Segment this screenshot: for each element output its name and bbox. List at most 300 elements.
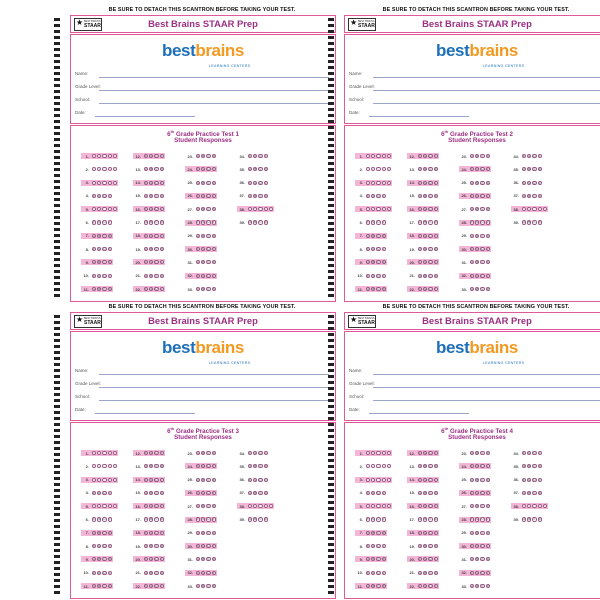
answer-bubble[interactable]: H [481,274,484,278]
answer-bubble[interactable]: F [197,274,199,278]
answer-bubble[interactable]: C [429,221,432,225]
answer-bubble[interactable]: C [481,584,484,588]
answer-bubble[interactable]: J [265,154,267,158]
answer-bubble[interactable]: H [429,181,432,185]
answer-bubble[interactable] [387,167,391,171]
answer-bubble[interactable]: D [212,505,215,509]
answer-bubble[interactable]: B [372,287,375,291]
answer-bubble[interactable] [387,478,391,482]
answer-bubble[interactable] [376,478,380,482]
answer-bubble[interactable]: D [434,571,437,575]
answer-bubble[interactable]: J [161,584,163,588]
answer-bubble[interactable]: A [249,518,251,522]
answer-bubble[interactable] [371,167,375,171]
answer-bubble[interactable]: C [429,571,432,575]
answer-bubble[interactable]: C [155,571,158,575]
answer-bubble[interactable]: J [213,465,215,469]
answer-bubble[interactable] [382,181,386,185]
answer-bubble[interactable]: H [481,168,484,172]
answer-bubble[interactable]: D [486,451,489,455]
answer-bubble[interactable]: B [150,518,153,522]
answer-bubble[interactable]: A [249,168,251,172]
field-line[interactable] [99,77,329,78]
answer-bubble[interactable]: H [429,287,432,291]
answer-bubble[interactable] [543,207,547,211]
answer-bubble[interactable]: F [145,154,147,158]
answer-bubble[interactable]: G [528,181,531,185]
answer-bubble[interactable]: G [476,221,479,225]
answer-bubble[interactable] [113,207,117,211]
answer-bubble[interactable]: H [377,248,380,251]
answer-bubble[interactable]: J [435,531,437,535]
answer-bubble[interactable]: H [207,194,210,198]
answer-bubble[interactable]: F [471,221,473,225]
answer-bubble[interactable]: D [212,181,215,185]
answer-bubble[interactable]: B [202,505,205,509]
answer-bubble[interactable]: J [161,558,163,562]
answer-bubble[interactable]: C [533,221,536,225]
answer-bubble[interactable]: G [202,518,205,522]
answer-bubble[interactable]: A [419,274,421,278]
answer-bubble[interactable]: D [486,261,489,265]
answer-bubble[interactable]: B [372,531,375,535]
answer-bubble[interactable]: B [254,221,257,225]
answer-bubble[interactable]: J [161,234,163,238]
answer-bubble[interactable] [522,207,526,211]
answer-bubble[interactable]: G [202,221,205,225]
answer-bubble[interactable] [269,504,273,508]
answer-bubble[interactable]: A [523,168,525,172]
answer-bubble[interactable]: H [481,221,484,225]
answer-bubble[interactable]: A [471,584,473,588]
answer-bubble[interactable]: A [197,558,199,562]
answer-bubble[interactable]: C [207,558,210,562]
answer-bubble[interactable]: G [372,248,375,251]
answer-bubble[interactable] [108,167,112,171]
answer-bubble[interactable]: D [486,154,489,158]
field-line[interactable] [95,116,195,117]
answer-bubble[interactable]: J [109,491,111,495]
answer-bubble[interactable]: G [150,505,153,509]
answer-bubble[interactable] [102,504,106,508]
answer-bubble[interactable]: H [429,208,432,212]
answer-bubble[interactable]: J [109,194,111,198]
answer-bubble[interactable]: G [150,584,153,588]
answer-bubble[interactable] [387,207,391,211]
answer-bubble[interactable] [113,451,117,455]
answer-bubble[interactable] [92,478,96,482]
answer-bubble[interactable] [108,181,112,185]
answer-bubble[interactable]: H [207,168,210,172]
answer-bubble[interactable]: G [424,287,427,291]
answer-bubble[interactable]: G [372,194,375,198]
answer-bubble[interactable]: A [419,168,421,172]
answer-bubble[interactable]: B [424,168,427,172]
answer-bubble[interactable] [366,207,370,211]
answer-bubble[interactable]: F [93,571,95,575]
answer-bubble[interactable] [102,451,106,455]
answer-bubble[interactable]: C [481,287,484,291]
field-line[interactable] [373,90,600,91]
answer-bubble[interactable]: A [145,194,147,198]
field-line[interactable] [99,400,329,401]
answer-bubble[interactable]: F [93,518,95,522]
answer-bubble[interactable]: J [383,571,385,575]
answer-bubble[interactable]: F [419,208,421,212]
answer-bubble[interactable] [113,504,117,508]
answer-bubble[interactable]: J [487,465,489,469]
answer-bubble[interactable]: B [254,194,257,198]
answer-bubble[interactable]: B [202,451,205,455]
answer-bubble[interactable]: C [481,234,484,238]
answer-bubble[interactable]: B [476,451,479,455]
answer-bubble[interactable]: F [145,261,147,265]
answer-bubble[interactable]: C [207,234,210,238]
answer-bubble[interactable]: G [476,491,479,495]
answer-bubble[interactable]: A [249,221,251,225]
answer-bubble[interactable]: J [161,451,163,455]
answer-bubble[interactable]: A [419,194,421,198]
answer-bubble[interactable]: D [108,287,111,291]
answer-bubble[interactable]: C [259,491,262,495]
answer-bubble[interactable]: J [435,208,437,212]
answer-bubble[interactable]: C [259,168,262,172]
answer-bubble[interactable]: J [213,491,215,495]
answer-bubble[interactable] [382,451,386,455]
answer-bubble[interactable]: H [481,491,484,495]
answer-bubble[interactable]: D [160,248,163,251]
answer-bubble[interactable] [92,181,96,185]
answer-bubble[interactable]: F [367,248,369,251]
answer-bubble[interactable]: C [429,465,432,469]
answer-bubble[interactable]: C [207,287,210,291]
answer-bubble[interactable]: A [471,558,473,562]
field-line[interactable] [373,374,600,375]
answer-bubble[interactable]: B [150,221,153,225]
answer-bubble[interactable]: G [424,451,427,455]
answer-bubble[interactable]: G [98,248,101,251]
field-line[interactable] [99,374,329,375]
answer-bubble[interactable] [366,167,370,171]
field-line[interactable] [95,413,195,414]
answer-bubble[interactable]: C [377,234,380,238]
answer-bubble[interactable]: C [207,181,210,185]
answer-bubble[interactable]: C [259,194,262,198]
answer-bubble[interactable]: G [372,545,375,548]
answer-bubble[interactable]: F [523,181,525,185]
answer-bubble[interactable]: J [383,221,385,225]
answer-bubble[interactable]: H [259,154,262,158]
answer-bubble[interactable]: C [377,558,380,562]
answer-bubble[interactable]: D [538,518,541,522]
answer-bubble[interactable]: F [145,584,147,588]
answer-bubble[interactable]: C [207,505,210,509]
answer-bubble[interactable]: H [377,518,380,522]
answer-bubble[interactable]: B [254,168,257,172]
answer-bubble[interactable]: F [523,478,525,482]
answer-bubble[interactable]: C [207,478,210,482]
answer-bubble[interactable] [253,504,257,508]
answer-bubble[interactable]: B [254,491,257,495]
answer-bubble[interactable]: F [145,234,147,238]
answer-bubble[interactable]: J [213,571,215,575]
answer-bubble[interactable]: A [197,584,199,588]
answer-bubble[interactable]: J [383,491,385,495]
answer-bubble[interactable]: G [150,531,153,535]
answer-bubble[interactable]: F [523,154,525,158]
answer-bubble[interactable] [258,207,262,211]
answer-bubble[interactable]: D [160,545,163,548]
answer-bubble[interactable]: H [377,194,380,198]
answer-bubble[interactable] [97,504,101,508]
answer-bubble[interactable]: B [202,478,205,482]
answer-bubble[interactable]: A [93,531,95,535]
answer-bubble[interactable]: D [212,558,215,562]
answer-bubble[interactable]: A [93,287,95,291]
answer-bubble[interactable]: G [150,154,153,158]
answer-bubble[interactable]: C [533,168,536,172]
answer-bubble[interactable]: H [207,248,210,251]
answer-bubble[interactable]: G [202,571,205,575]
answer-bubble[interactable]: D [108,584,111,588]
answer-bubble[interactable]: B [202,287,205,291]
answer-bubble[interactable]: G [150,234,153,238]
answer-bubble[interactable]: F [471,571,473,575]
answer-bubble[interactable]: G [202,274,205,278]
answer-bubble[interactable]: J [213,274,215,278]
answer-bubble[interactable]: C [103,584,106,588]
answer-bubble[interactable] [113,478,117,482]
answer-bubble[interactable]: H [155,181,158,185]
answer-bubble[interactable]: H [377,221,380,225]
answer-bubble[interactable]: F [419,478,421,482]
answer-bubble[interactable]: F [249,451,251,455]
answer-bubble[interactable]: B [476,478,479,482]
answer-bubble[interactable]: J [213,194,215,198]
answer-bubble[interactable]: C [377,584,380,588]
answer-bubble[interactable]: J [265,451,267,455]
answer-bubble[interactable]: G [424,154,427,158]
field-line[interactable] [373,387,600,388]
answer-bubble[interactable]: D [434,194,437,198]
answer-bubble[interactable]: A [367,584,369,588]
answer-bubble[interactable]: D [382,261,385,265]
answer-bubble[interactable]: C [103,261,106,265]
answer-bubble[interactable]: F [197,168,199,172]
answer-bubble[interactable]: J [539,181,541,185]
answer-bubble[interactable]: B [372,261,375,265]
answer-bubble[interactable]: H [429,558,432,562]
answer-bubble[interactable] [371,504,375,508]
answer-bubble[interactable]: A [93,234,95,238]
answer-bubble[interactable]: F [419,154,421,158]
answer-bubble[interactable]: B [202,181,205,185]
answer-bubble[interactable]: B [150,248,153,251]
answer-bubble[interactable]: H [481,518,484,522]
answer-bubble[interactable]: A [523,194,525,198]
answer-bubble[interactable]: H [533,181,536,185]
answer-bubble[interactable]: H [155,234,158,238]
answer-bubble[interactable] [97,451,101,455]
answer-bubble[interactable]: J [383,194,385,198]
answer-bubble[interactable]: F [249,154,251,158]
answer-bubble[interactable]: G [424,208,427,212]
answer-bubble[interactable]: J [213,221,215,225]
answer-bubble[interactable]: F [367,491,369,495]
answer-bubble[interactable]: J [265,181,267,185]
answer-bubble[interactable]: B [98,287,101,291]
answer-bubble[interactable]: B [150,491,153,495]
answer-bubble[interactable] [97,167,101,171]
answer-bubble[interactable] [371,451,375,455]
answer-bubble[interactable]: H [103,221,106,225]
answer-bubble[interactable]: B [202,584,205,588]
answer-bubble[interactable]: D [160,221,163,225]
answer-bubble[interactable]: A [249,194,251,198]
answer-bubble[interactable]: J [435,261,437,265]
answer-bubble[interactable] [382,464,386,468]
answer-bubble[interactable]: D [160,168,163,172]
answer-bubble[interactable] [382,154,386,158]
answer-bubble[interactable]: B [476,261,479,265]
answer-bubble[interactable]: J [213,518,215,522]
answer-bubble[interactable]: A [523,491,525,495]
field-line[interactable] [99,103,329,104]
field-line[interactable] [99,387,329,388]
answer-bubble[interactable]: J [435,451,437,455]
answer-bubble[interactable]: D [382,584,385,588]
answer-bubble[interactable]: C [155,168,158,172]
answer-bubble[interactable]: G [372,221,375,225]
answer-bubble[interactable]: G [98,274,101,278]
answer-bubble[interactable]: B [424,571,427,575]
answer-bubble[interactable] [382,504,386,508]
answer-bubble[interactable]: H [103,518,106,522]
answer-bubble[interactable]: H [377,545,380,548]
field-line[interactable] [99,90,329,91]
answer-bubble[interactable]: D [108,261,111,265]
answer-bubble[interactable] [92,167,96,171]
answer-bubble[interactable]: H [481,545,484,548]
answer-bubble[interactable]: F [367,518,369,522]
answer-bubble[interactable]: B [372,234,375,238]
answer-bubble[interactable]: A [197,261,199,265]
answer-bubble[interactable]: J [487,248,489,251]
answer-bubble[interactable]: C [481,451,484,455]
answer-bubble[interactable]: B [150,274,153,278]
answer-bubble[interactable]: F [471,518,473,522]
answer-bubble[interactable]: H [155,154,158,158]
answer-bubble[interactable]: C [207,261,210,265]
answer-bubble[interactable]: A [471,154,473,158]
answer-bubble[interactable]: D [538,221,541,225]
answer-bubble[interactable]: F [523,451,525,455]
answer-bubble[interactable]: A [145,491,147,495]
answer-bubble[interactable]: A [93,261,95,265]
answer-bubble[interactable]: B [476,181,479,185]
answer-bubble[interactable] [248,207,252,211]
answer-bubble[interactable]: A [367,531,369,535]
answer-bubble[interactable]: A [367,261,369,265]
answer-bubble[interactable]: C [429,518,432,522]
answer-bubble[interactable]: J [539,478,541,482]
answer-bubble[interactable]: H [155,208,158,212]
answer-bubble[interactable] [543,504,547,508]
answer-bubble[interactable]: B [202,261,205,265]
answer-bubble[interactable]: B [476,584,479,588]
answer-bubble[interactable]: H [103,248,106,251]
answer-bubble[interactable]: F [249,181,251,185]
answer-bubble[interactable]: G [150,261,153,265]
answer-bubble[interactable]: H [429,261,432,265]
answer-bubble[interactable] [113,181,117,185]
answer-bubble[interactable]: C [377,287,380,291]
answer-bubble[interactable]: J [487,221,489,225]
answer-bubble[interactable] [264,207,268,211]
answer-bubble[interactable]: G [98,221,101,225]
answer-bubble[interactable]: D [212,451,215,455]
answer-bubble[interactable] [371,207,375,211]
answer-bubble[interactable]: F [367,545,369,548]
answer-bubble[interactable]: A [419,221,421,225]
answer-bubble[interactable]: F [419,234,421,238]
answer-bubble[interactable]: F [197,491,199,495]
answer-bubble[interactable]: F [93,221,95,225]
answer-bubble[interactable]: H [103,545,106,548]
answer-bubble[interactable] [527,207,531,211]
answer-bubble[interactable]: G [528,478,531,482]
answer-bubble[interactable] [102,181,106,185]
answer-bubble[interactable]: F [145,181,147,185]
answer-bubble[interactable]: J [161,287,163,291]
answer-bubble[interactable] [366,451,370,455]
answer-bubble[interactable]: B [476,558,479,562]
answer-bubble[interactable]: F [471,491,473,495]
answer-bubble[interactable] [366,181,370,185]
answer-bubble[interactable] [532,207,536,211]
answer-bubble[interactable]: G [476,545,479,548]
answer-bubble[interactable]: J [435,478,437,482]
answer-bubble[interactable]: G [476,168,479,172]
answer-bubble[interactable] [102,167,106,171]
answer-bubble[interactable]: D [538,465,541,469]
answer-bubble[interactable]: G [98,518,101,522]
answer-bubble[interactable]: J [109,545,111,548]
answer-bubble[interactable]: H [429,584,432,588]
answer-bubble[interactable]: G [476,194,479,198]
answer-bubble[interactable]: D [264,491,267,495]
answer-bubble[interactable]: B [476,154,479,158]
answer-bubble[interactable]: D [264,221,267,225]
answer-bubble[interactable]: H [429,505,432,509]
answer-bubble[interactable]: H [207,465,210,469]
answer-bubble[interactable]: C [155,465,158,469]
answer-bubble[interactable]: F [367,571,369,575]
answer-bubble[interactable]: D [160,274,163,278]
answer-bubble[interactable]: G [528,154,531,158]
answer-bubble[interactable]: B [424,518,427,522]
answer-bubble[interactable]: H [429,451,432,455]
answer-bubble[interactable]: C [429,248,432,251]
field-line[interactable] [373,103,600,104]
answer-bubble[interactable]: G [202,248,205,251]
answer-bubble[interactable]: A [145,221,147,225]
answer-bubble[interactable]: D [382,234,385,238]
answer-bubble[interactable]: A [419,545,421,548]
answer-bubble[interactable]: B [528,221,531,225]
answer-bubble[interactable]: C [481,505,484,509]
answer-bubble[interactable]: F [93,194,95,198]
